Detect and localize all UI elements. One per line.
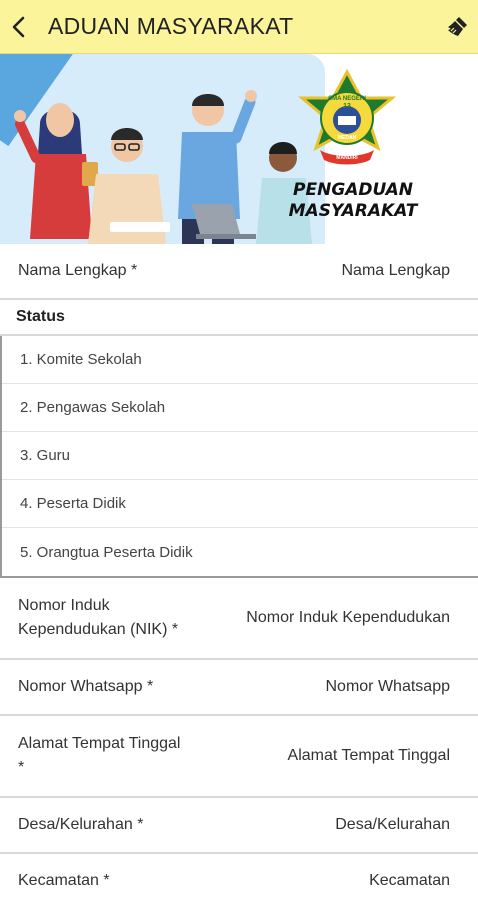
status-option-list bbox=[0, 336, 478, 578]
status-option-komite[interactable]: 1. Komite Sekolah bbox=[2, 336, 478, 384]
status-header: Status bbox=[0, 300, 478, 336]
complaint-form bbox=[0, 244, 478, 900]
clear-form-button[interactable] bbox=[444, 14, 470, 40]
banner-caption-line1: PENGADUAN bbox=[293, 180, 413, 200]
emblem-ring-text: SMA NEGERI bbox=[328, 96, 366, 102]
whatsapp-field[interactable] bbox=[0, 660, 478, 716]
whatsapp-input[interactable]: Nomor Whatsapp bbox=[325, 678, 450, 695]
alamat-label-line1: Alamat Tempat Tinggal bbox=[18, 735, 181, 752]
kecamatan-field[interactable] bbox=[0, 854, 478, 900]
nik-input[interactable]: Nomor Induk Kependudukan bbox=[246, 609, 450, 626]
school-emblem bbox=[292, 68, 402, 178]
emblem-scroll: MANDIRI bbox=[336, 155, 358, 161]
alamat-field[interactable] bbox=[0, 716, 478, 798]
emblem-city: MEDAN bbox=[337, 135, 357, 141]
page-title: ADUAN MASYARAKAT bbox=[48, 13, 294, 39]
banner bbox=[0, 54, 478, 244]
back-button[interactable] bbox=[4, 0, 34, 54]
desa-field[interactable] bbox=[0, 798, 478, 854]
nama-lengkap-input[interactable]: Nama Lengkap bbox=[341, 262, 450, 279]
nik-label bbox=[18, 594, 178, 642]
nik-label-line1: Nomor Induk bbox=[18, 597, 110, 614]
alamat-input[interactable]: Alamat Tempat Tinggal bbox=[287, 747, 450, 764]
kecamatan-label: Kecamatan * bbox=[18, 872, 110, 889]
app-bar bbox=[0, 0, 478, 54]
whatsapp-label: Nomor Whatsapp * bbox=[18, 678, 154, 695]
status-option-peserta-didik[interactable]: 4. Peserta Didik bbox=[2, 480, 478, 528]
banner-caption-line2: MASYARAKAT bbox=[288, 201, 418, 221]
banner-caption bbox=[278, 180, 428, 222]
desa-input[interactable]: Desa/Kelurahan bbox=[335, 816, 450, 833]
chevron-left-icon bbox=[11, 16, 27, 38]
alamat-label-line2: * bbox=[18, 759, 25, 776]
kecamatan-input[interactable]: Kecamatan bbox=[369, 872, 450, 889]
nama-lengkap-label: Nama Lengkap * bbox=[18, 262, 138, 279]
nik-field[interactable] bbox=[0, 578, 478, 660]
status-option-guru[interactable]: 3. Guru bbox=[2, 432, 478, 480]
alamat-label bbox=[18, 732, 180, 780]
status-option-pengawas[interactable]: 2. Pengawas Sekolah bbox=[2, 384, 478, 432]
status-option-orangtua[interactable]: 5. Orangtua Peserta Didik bbox=[20, 543, 193, 561]
broom-icon bbox=[445, 15, 469, 39]
nik-label-line2: Kependudukan (NIK) * bbox=[18, 621, 179, 638]
emblem-number: 13 bbox=[343, 103, 351, 110]
desa-label: Desa/Kelurahan * bbox=[18, 816, 144, 833]
people-illustration bbox=[0, 54, 325, 244]
nama-lengkap-field[interactable] bbox=[0, 244, 478, 300]
